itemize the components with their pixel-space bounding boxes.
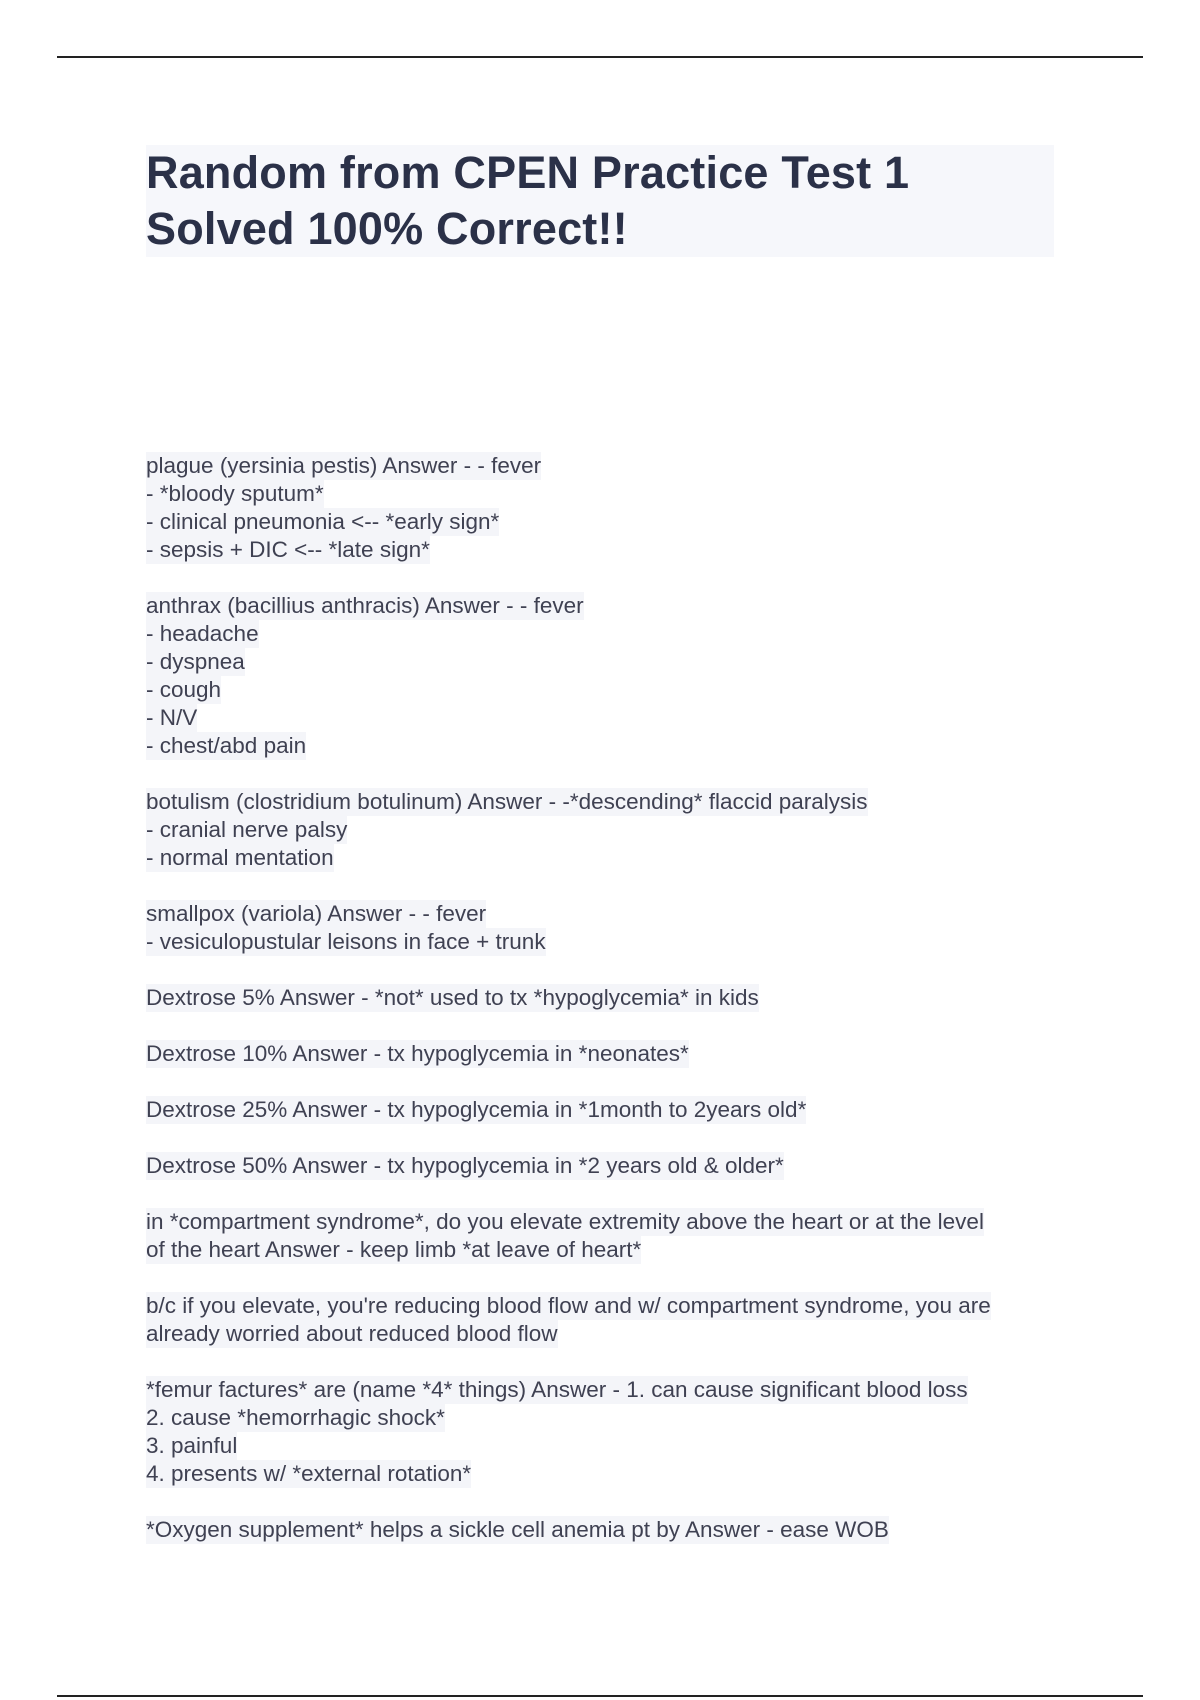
entry-line: plague (yersinia pestis) Answer - - fever	[146, 453, 542, 478]
entry-line: 2. cause *hemorrhagic shock*	[146, 1405, 445, 1430]
qa-entry-dextrose-10	[146, 1040, 1066, 1068]
document-body	[146, 452, 1066, 1572]
entry-line: 4. presents w/ *external rotation*	[146, 1461, 472, 1486]
qa-entry-dextrose-50	[146, 1152, 1066, 1180]
title-line: Solved 100% Correct!!	[146, 203, 628, 254]
entry-line: - normal mentation	[146, 845, 334, 870]
entry-line: 3. painful	[146, 1433, 238, 1458]
entry-line: - dyspnea	[146, 649, 245, 674]
document-title	[146, 145, 1054, 257]
qa-entry-compartment-explanation	[146, 1292, 1066, 1348]
top-rule	[57, 56, 1143, 58]
entry-line: Dextrose 10% Answer - tx hypoglycemia in *neonates*	[146, 1041, 689, 1066]
entry-line: *Oxygen supplement* helps a sickle cell anemia pt by Answer - ease WOB	[146, 1517, 889, 1542]
entry-line: *femur factures* are (name *4* things) Answer - 1. can cause significant blood loss	[146, 1377, 968, 1402]
title-box	[146, 145, 1054, 257]
qa-entry-plague	[146, 452, 1066, 564]
qa-entry-smallpox	[146, 900, 1066, 956]
entry-line: - chest/abd pain	[146, 733, 307, 758]
qa-entry-femur-fractures	[146, 1376, 1066, 1488]
entry-line: Dextrose 25% Answer - tx hypoglycemia in *1month to 2years old*	[146, 1097, 807, 1122]
entry-line: Dextrose 50% Answer - tx hypoglycemia in *2 years old & older*	[146, 1153, 784, 1178]
entry-line: of the heart Answer - keep limb *at leave of heart*	[146, 1237, 642, 1262]
entry-line: Dextrose 5% Answer - *not* used to tx *hypoglycemia* in kids	[146, 985, 759, 1010]
entry-line: - *bloody sputum*	[146, 481, 324, 506]
qa-entry-compartment-syndrome	[146, 1208, 1066, 1264]
entry-line: in *compartment syndrome*, do you elevate extremity above the heart or at the level	[146, 1209, 984, 1234]
qa-entry-anthrax	[146, 592, 1066, 760]
entry-line: b/c if you elevate, you're reducing blood flow and w/ compartment syndrome, you are	[146, 1293, 991, 1318]
entry-line: anthrax (bacillius anthracis) Answer - - fever	[146, 593, 584, 618]
entry-line: - cough	[146, 677, 222, 702]
entry-line: - cranial nerve palsy	[146, 817, 348, 842]
entry-line: botulism (clostridium botulinum) Answer - -*descending* flaccid paralysis	[146, 789, 868, 814]
entry-line: - vesiculopustular leisons in face + trunk	[146, 929, 546, 954]
entry-line: smallpox (variola) Answer - - fever	[146, 901, 487, 926]
qa-entry-dextrose-25	[146, 1096, 1066, 1124]
entry-line: already worried about reduced blood flow	[146, 1321, 558, 1346]
title-line: Random from CPEN Practice Test 1	[146, 147, 910, 198]
entry-line: - N/V	[146, 705, 198, 730]
entry-line: - clinical pneumonia <-- *early sign*	[146, 509, 500, 534]
qa-entry-dextrose-5	[146, 984, 1066, 1012]
qa-entry-oxygen-supplement	[146, 1516, 1066, 1544]
qa-entry-botulism	[146, 788, 1066, 872]
bottom-rule	[57, 1695, 1143, 1697]
entry-line: - headache	[146, 621, 259, 646]
entry-line: - sepsis + DIC <-- *late sign*	[146, 537, 430, 562]
